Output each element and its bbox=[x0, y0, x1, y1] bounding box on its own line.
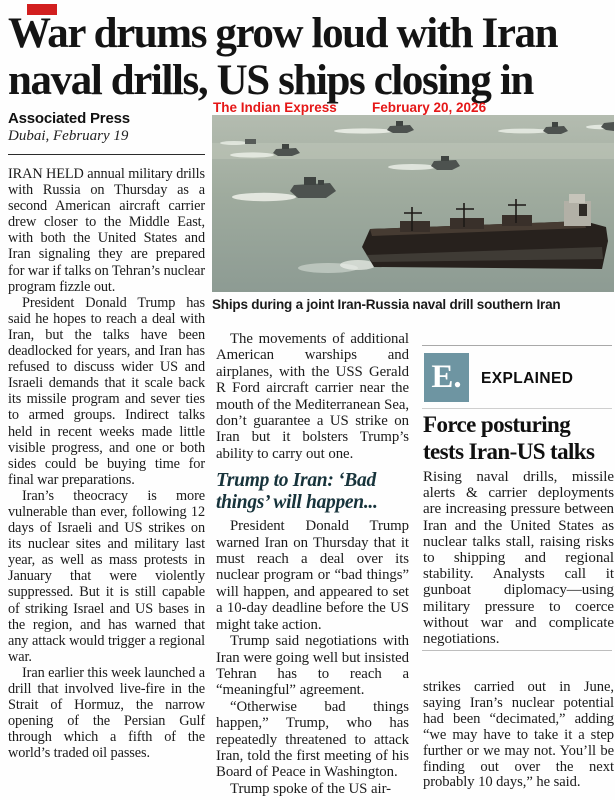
paragraph: Iran’s theocracy is more vulnerable than ever, following 12 days of Israeli and US strikes on its nuclear sites and military last year, as well as mass protests in January that were violently suppressed. But it is still capable of striking Israel and US bases in the region, and has warned that any attack would trigger a regional war. bbox=[8, 487, 205, 665]
explained-bottom-rule bbox=[422, 650, 612, 651]
explained-title: Force posturing tests Iran-US talks bbox=[423, 412, 595, 464]
paragraph: “Otherwise bad things happen,” Trump, who has repeatedly threatened to attack Iran, told the first meeting of his Board of Peace in Washington. bbox=[216, 698, 409, 781]
subheading: Trump to Iran: ‘Bad things’ will happen... bbox=[216, 470, 378, 514]
paragraph: President Donald Trump has said he hopes to reach a deal with Iran, but the talks have been deadlocked for years, and Iran has refused to discuss wider US and Israeli demands that it scale back its missile program and sever ties to armed groups. Indirect talks held in recent weeks made little visible progress, and one or both sides could be buying time for final war preparations. bbox=[8, 294, 205, 488]
byline-agency: Associated Press bbox=[8, 110, 130, 127]
date-stamp: February 20, 2026 bbox=[372, 100, 487, 115]
paragraph: Iran earlier this week launched a drill that involved live-fire in the Strait of Hormuz, the narrow opening of the Persian Gulf through which a fifth of the world’s traded oil passes. bbox=[8, 664, 205, 762]
explained-kicker: EXPLAINED bbox=[481, 370, 574, 387]
byline-rule bbox=[8, 154, 205, 155]
paragraph: IRAN HELD annual military drills with Russia on Thursday as a second American aircraft carrier drew closer to the Middle East, with both the United States and Iran signaling they are prepared for war if talks on Tehran’s nuclear program fizzle out. bbox=[8, 166, 205, 295]
paragraph: President Donald Trump warned Iran on Thursday that it must reach a deal over its nuclear program or “bad things” will happen, and appeared to set a 10-day deadline before the US might take action. bbox=[216, 518, 409, 633]
headline-line2: naval drills, US ships closing in bbox=[8, 57, 533, 104]
explained-top-rule bbox=[422, 345, 612, 346]
sea-light-band bbox=[212, 143, 614, 159]
photo-caption: Ships during a joint Iran-Russia naval drill southern Iran bbox=[212, 297, 561, 312]
paragraph: The movements of additional American warships and airplanes, with the USS Gerald R Ford aircraft carrier near the mouth of the Mediterranean Sea, don’t guarantee a US strike on Iran but it bolsters Trump’s ability to carry out one. bbox=[216, 331, 409, 462]
article-headline bbox=[8, 10, 612, 104]
headline-line1: War drums grow loud with Iran bbox=[8, 10, 558, 57]
explained-mid-rule bbox=[422, 408, 612, 409]
photo-illustration bbox=[212, 115, 614, 292]
explained-logo: E. bbox=[424, 353, 469, 402]
continuation-paragraph: strikes carried out in June, saying Iran’s nuclear potential had been “decimated,” adding “we may have to take it a step further or we may not. You’ll be finding out over the next probably 10 days,” he said. bbox=[423, 679, 614, 791]
naval-drill-photo bbox=[212, 115, 614, 292]
paragraph: Trump spoke of the US air- bbox=[230, 780, 392, 797]
column-left bbox=[8, 110, 205, 761]
byline-dateline: Dubai, February 19 bbox=[8, 128, 129, 144]
explained-body: Rising naval drills, missile alerts & carrier deployments are increasing pressure between Iran and the United States as nuclear talks stall, raising risks to shipping and regional stability. Analysts call it gunboat diplomacy—using military pressure to coerce without war and complicate negotiations. bbox=[423, 469, 614, 648]
paragraph: Trump said negotiations with Iran were going well but insisted Tehran has to reach a “meaningful” agreement. bbox=[216, 633, 409, 699]
masthead-stamp: The Indian Express bbox=[213, 100, 337, 115]
column-middle bbox=[216, 331, 409, 797]
